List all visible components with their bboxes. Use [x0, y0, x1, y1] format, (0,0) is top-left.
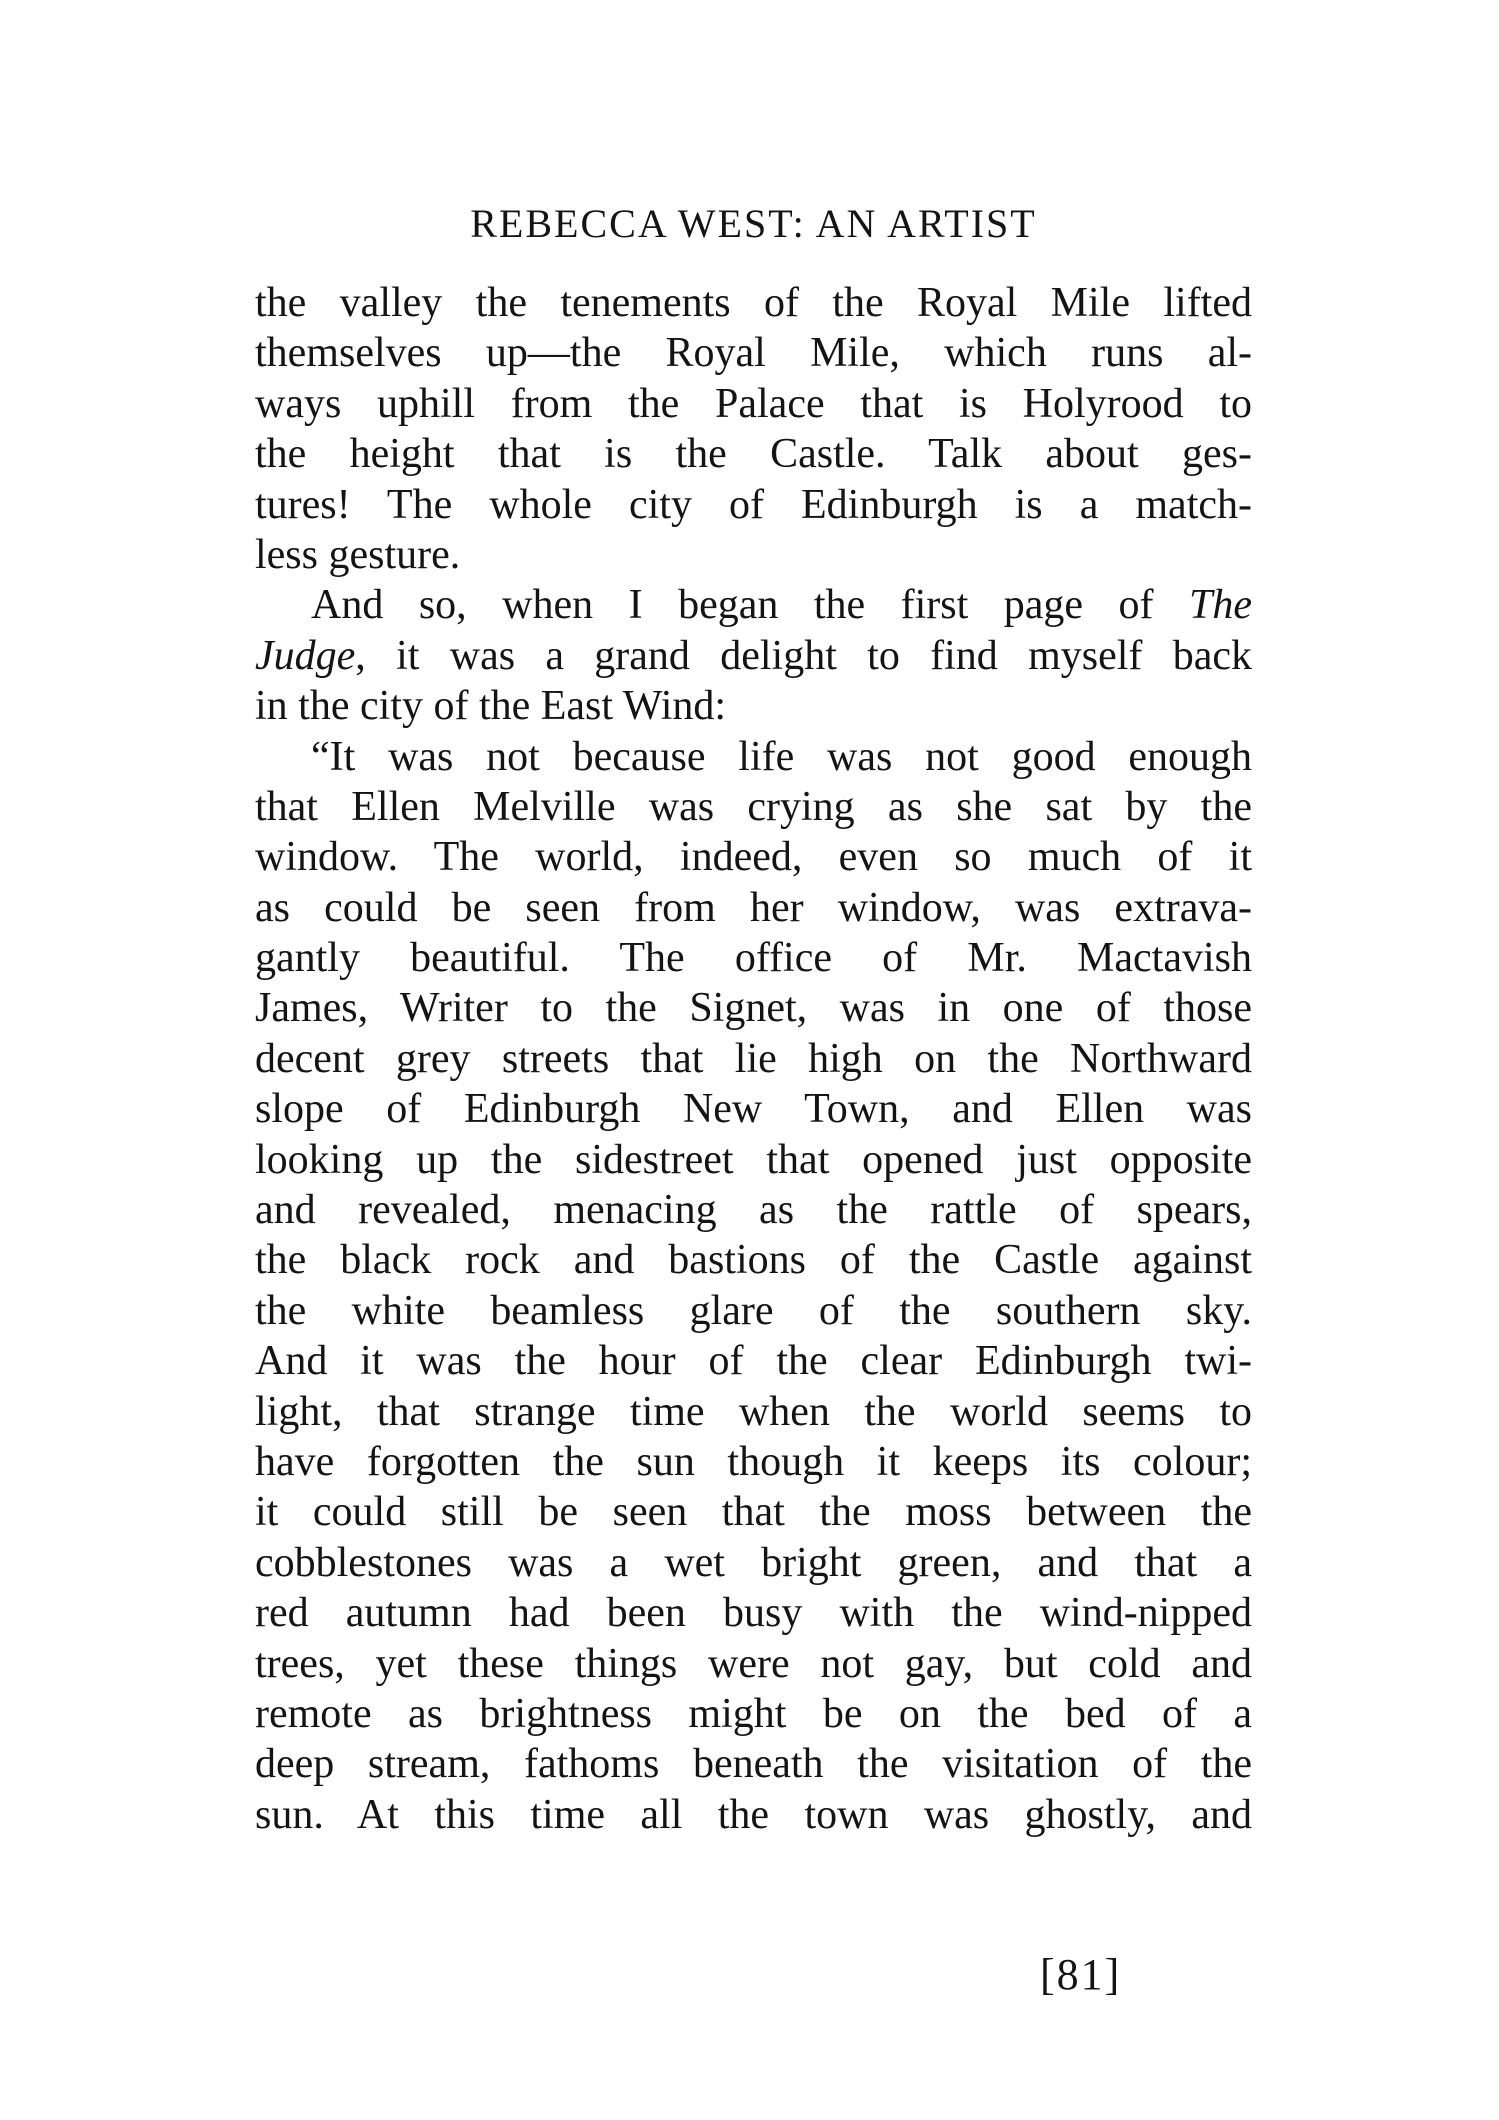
text-line: light, that strange time when the world seems to	[255, 1388, 1252, 1435]
text-line: cobblestones was a wet bright green, and that a	[255, 1539, 1252, 1586]
text-line: red autumn had been busy with the wind-nipped	[255, 1590, 1252, 1637]
running-head: REBECCA WEST: AN ARTIST	[470, 201, 1037, 246]
page-number: [81]	[1040, 1950, 1122, 1999]
text-line: gantly beautiful. The office of Mr. Mactavish	[255, 935, 1252, 982]
text-line: ways uphill from the Palace that is Holyrood to	[255, 380, 1252, 427]
text-line	[255, 631, 1252, 681]
text-line: tures! The whole city of Edinburgh is a match-	[255, 481, 1252, 528]
text-line: And it was the hour of the clear Edinburgh twi-	[255, 1338, 1252, 1385]
text-line: window. The world, indeed, even so much of it	[255, 834, 1252, 881]
text-line: that Ellen Melville was crying as she sat by the	[255, 783, 1252, 830]
text-segment: And so, when I began the first page of	[311, 582, 1189, 629]
text-line: it could still be seen that the moss between the	[255, 1489, 1252, 1536]
text-line: “It was not because life was not good enough	[311, 733, 1252, 780]
text-line: the black rock and bastions of the Castle against	[255, 1237, 1252, 1284]
text-line: less gesture.	[255, 531, 461, 578]
text-line: as could be seen from her window, was extrava-	[255, 884, 1252, 931]
text-line: have forgotten the sun though it keeps its colour;	[255, 1438, 1252, 1485]
book-title-italic: Judge	[255, 632, 356, 679]
text-line: remote as brightness might be on the bed of a	[255, 1690, 1252, 1737]
book-title-italic: The	[1189, 582, 1252, 629]
text-line: in the city of the East Wind:	[255, 683, 727, 730]
text-line: slope of Edinburgh New Town, and Ellen was	[255, 1086, 1252, 1133]
text-line: looking up the sidestreet that opened just opposite	[255, 1136, 1252, 1183]
text-line: the white beamless glare of the southern sky.	[255, 1287, 1252, 1334]
text-line: sun. At this time all the town was ghostly, and	[255, 1791, 1252, 1838]
text-line: themselves up—the Royal Mile, which runs al-	[255, 330, 1252, 377]
text-segment: , it was a grand delight to find myself back	[355, 632, 1252, 679]
text-line: and revealed, menacing as the rattle of spears,	[255, 1187, 1252, 1234]
text-line: the valley the tenements of the Royal Mile lifted	[255, 280, 1252, 326]
text-line: the height that is the Castle. Talk about ges-	[255, 431, 1252, 478]
body-text	[255, 278, 1252, 1840]
text-line: trees, yet these things were not gay, but cold and	[255, 1640, 1252, 1687]
text-line: James, Writer to the Signet, was in one of those	[255, 985, 1252, 1032]
text-line: deep stream, fathoms beneath the visitation of the	[255, 1741, 1252, 1788]
text-line	[255, 580, 1252, 630]
text-line: decent grey streets that lie high on the Northward	[255, 1035, 1252, 1082]
